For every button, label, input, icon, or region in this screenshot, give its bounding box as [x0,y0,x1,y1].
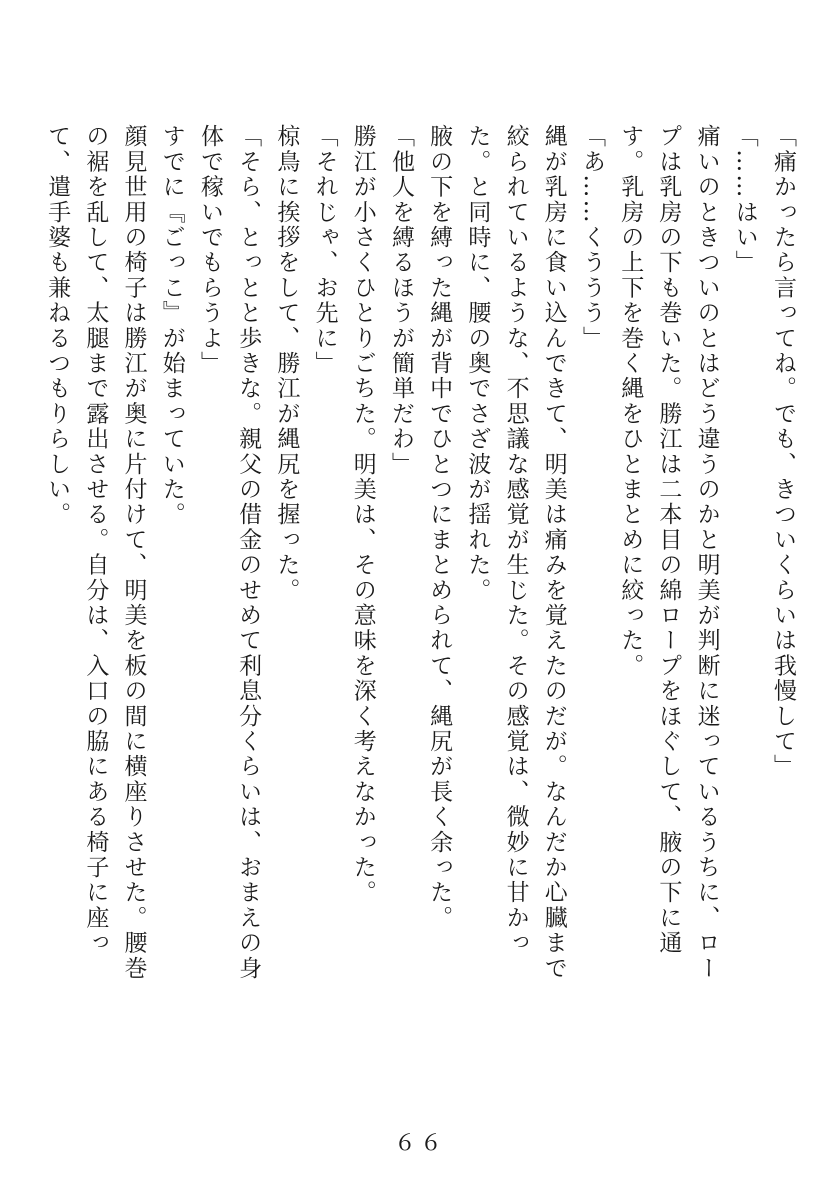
paragraph-2: 「……はい」 [731,124,758,276]
vertical-text-body [38,124,802,1004]
paragraph-10: 椋鳥に挨拶をして、勝江が縄尻を握った。 [273,124,300,603]
paragraph-9: 「それじゃ、お先に」 [311,124,338,376]
paragraph-5: 縄が乳房に食い込んできて、明美は痛みを覚えたのだが。なんだか心臓まで絞られているような、不思議な感覚が生じた。その感覚は、微妙に甘かった。と同時に、腰の奥でさざ波が揺れた。 [464,124,567,981]
paragraph-4: 「あ……くううう」 [578,124,605,351]
paragraph-11: 「そら、とっとと歩きな。親父の借金のせめて利息分くらいは、おまえの身体で稼いでもらうよ」 [196,124,262,981]
paragraph-3: 痛いのときついのとはどう違うのかと明美が判断に迷っているうちに、ロープは乳房の下も巻いた。勝江は二本目の綿ロープをほぐして、腋の下に通す。乳房の上下を巻く縄をひとまとめに絞った。 [617,124,720,981]
paragraph-1: 「痛かったら言ってね。でも、きついくらいは我慢して」 [770,124,796,780]
paragraph-12: すでに『ごっこ』が始まっていた。 [158,124,185,528]
paragraph-7: 「他人を縛るほうが簡単だわ」 [387,124,414,477]
paragraph-8: 勝江が小さくひとりごちた。明美は、その意味を深く考えなかった。 [349,124,376,906]
paragraph-13: 顔見世用の椅子は勝江が奥に片付けて、明美を板の間に横座りさせた。腰巻の裾を乱して、太腿まで露出させる。自分は、入口の脇にある椅子に座って、遣手婆も兼ねるつもりらしい。 [44,124,147,981]
page-number: ６６ [393,1131,446,1156]
paragraph-6: 腋の下を縛った縄が背中でひとつにまとめられて、縄尻が長く余った。 [426,124,453,931]
